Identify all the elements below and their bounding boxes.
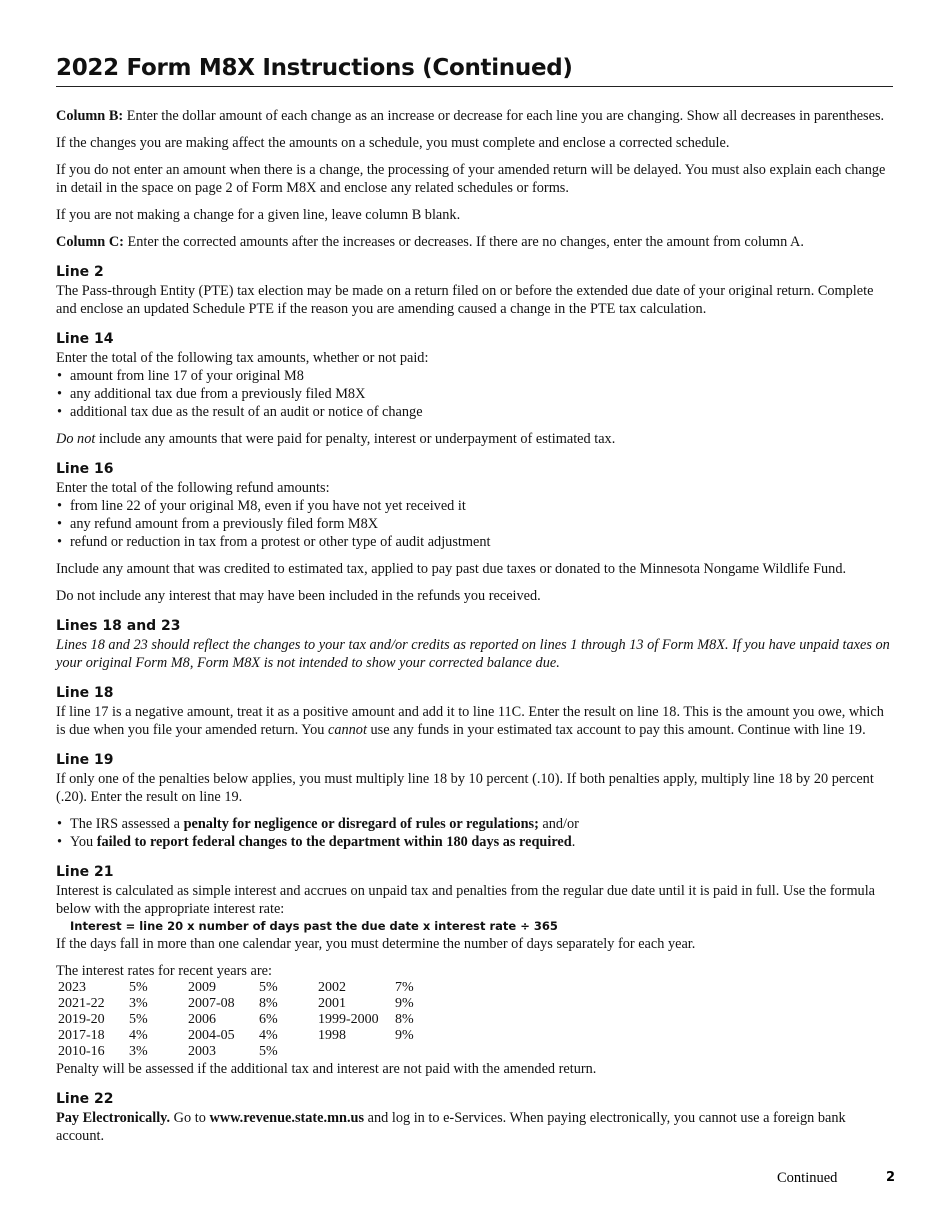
interest-rates-table [58,980,414,1060]
table-cell: 8% [395,1012,414,1027]
line-14-heading: Line 14 [56,331,114,347]
line-2-heading: Line 2 [56,264,104,280]
line-16-heading: Line 16 [56,461,114,477]
table-cell: 9% [395,1028,414,1043]
column-c-paragraph [56,233,893,251]
table-cell: 8% [259,996,278,1011]
line-22-text-part2: and log in to e-Services. When paying electronically, you cannot use a foreign bank account. [56,1110,846,1144]
column-c-label: Column C: [56,234,124,250]
table-cell: 6% [259,1012,278,1027]
penalty-note: Penalty will be assessed if the additional tax and interest are not paid with the amended return. [56,1061,597,1077]
table-cell: 1999-2000 [318,1012,379,1027]
table-cell: 5% [129,980,148,995]
lines-18-23-italic-text: Lines 18 and 23 should reflect the changes to your tax and/or credits as reported on lines 1 through 13 of Form M8X. If you have unpaid taxes on your original Form M8, Form M8X is not intended to show your corrected balance due. [56,637,890,671]
list-item: • amount from line 17 of your original M8 [56,367,893,385]
pay-electronically-label: Pay Electronically. [56,1110,171,1126]
column-b-label: Column B: [56,108,124,124]
line-14-note [56,430,893,448]
line-22-text-part1: Go to [170,1110,210,1126]
table-cell: 2021-22 [58,996,105,1011]
column-b-delay-paragraph: If you do not enter an amount when there is a change, the processing of your amended return will be delayed. You must also explain each change in detail in the space on page 2 of Form M8X and enclose any related schedules or forms. [56,162,886,196]
line-19-bullet-1-post: and/or [538,816,579,832]
table-cell: 2004-05 [188,1028,235,1043]
list-item [56,833,893,851]
table-cell: 1998 [318,1028,346,1043]
table-cell: 5% [259,980,278,995]
column-b-paragraph [56,107,893,125]
column-b-schedule-paragraph: If the changes you are making affect the amounts on a schedule, you must complete and enclose a corrected schedule. [56,135,730,151]
column-c-text: Enter the corrected amounts after the increases or decreases. If there are no changes, enter the amount from column A. [123,234,804,250]
table-row [58,1012,414,1028]
list-item: • any refund amount from a previously filed form M8X [56,515,893,533]
table-cell: 7% [395,980,414,995]
revenue-website-link[interactable]: www.revenue.state.mn.us [209,1110,365,1126]
table-cell: 2009 [188,980,216,995]
line-19-heading: Line 19 [56,752,114,768]
table-cell: 2006 [188,1012,216,1027]
continued-label: Continued [777,1170,838,1186]
line-22-heading: Line 22 [56,1091,114,1107]
column-b-text: Enter the dollar amount of each change as an increase or decrease for each line you are changing. Show all decreases in parentheses. [123,108,885,124]
line-19-bullet-1-bold: penalty for negligence or disregard of rules or regulations; [183,816,539,832]
interest-formula: Interest = line 20 x number of days past the due date x interest rate ÷ 365 [70,919,558,933]
table-cell: 2001 [318,996,346,1011]
line-2-text: The Pass-through Entity (PTE) tax election may be made on a return filed on or before the extended due date of your original return. Complete and enclose an updated Schedule PTE if the reason you are amending caused a change in the PTE tax calculation. [56,283,874,317]
line-19-bullet-2-bold: failed to report federal changes to the department within 180 days as required [96,834,572,850]
list-item: • any additional tax due from a previously filed M8X [56,385,893,403]
table-row [58,980,414,996]
line-14-intro: Enter the total of the following tax amounts, whether or not paid: [56,350,429,366]
list-item [56,815,893,833]
table-cell: 2003 [188,1044,216,1059]
table-cell: 3% [129,1044,148,1059]
line-19-text: If only one of the penalties below applies, you must multiply line 18 by 10 percent (.10). If both penalties apply, multiply line 18 by 20 percent (.20). Enter the result on line 19. [56,771,874,805]
table-cell: 4% [129,1028,148,1043]
table-cell [395,1044,414,1060]
line-16-include-paragraph: Include any amount that was credited to estimated tax, applied to pay past due taxes or donated to the Minnesota Nongame Wildlife Fund. [56,561,847,577]
line-18-text-part2: use any funds in your estimated tax account to pay this amount. Continue with line 19. [366,722,866,738]
list-item: • additional tax due as the result of an audit or notice of change [56,403,893,421]
rates-intro: The interest rates for recent years are: [56,963,272,979]
table-cell: 3% [129,996,148,1011]
line-18-heading: Line 18 [56,685,114,701]
table-row [58,1044,414,1060]
list-item: • from line 22 of your original M8, even if you have not yet received it [56,497,893,515]
table-cell: 2007-08 [188,996,235,1011]
page-title: 2022 Form M8X Instructions (Continued) [56,52,893,87]
line-19-bullet-1-pre: The IRS assessed a [70,816,184,832]
line-14-note-emphasis: Do not [56,431,96,447]
line-21-text: Interest is calculated as simple interest and accrues on unpaid tax and penalties from the regular due date until it is paid in full. Use the formula below with the appropriate interest rate: [56,883,876,917]
table-cell: 5% [259,1044,278,1059]
line-22-text [56,1109,893,1145]
line-21-heading: Line 21 [56,864,114,880]
document-body [56,107,893,1154]
line-16-intro: Enter the total of the following refund amounts: [56,480,330,496]
list-item: • refund or reduction in tax from a protest or other type of audit adjustment [56,533,893,551]
table-cell [318,1044,395,1060]
line-16-interest-paragraph: Do not include any interest that may have been included in the refunds you received. [56,588,541,604]
table-cell: 9% [395,996,414,1011]
table-cell: 2019-20 [58,1012,105,1027]
lines-18-23-heading: Lines 18 and 23 [56,618,181,634]
line-19-bullet-2-pre: You [70,834,97,850]
line-21-days-paragraph: If the days fall in more than one calendar year, you must determine the number of days separately for each year. [56,936,696,952]
line-18-emphasis: cannot [328,722,367,738]
table-cell: 2002 [318,980,346,995]
line-19-bullet-2-post: . [571,834,576,850]
line-14-list [56,367,893,421]
line-19-list [56,815,893,851]
line-16-list [56,497,893,551]
table-cell: 5% [129,1012,148,1027]
table-cell: 2010-16 [58,1044,105,1059]
line-18-text [56,703,893,739]
column-b-blank-paragraph: If you are not making a change for a given line, leave column B blank. [56,207,461,223]
table-row [58,996,414,1012]
table-row [58,1028,414,1044]
table-cell: 2017-18 [58,1028,105,1043]
line-14-note-text: include any amounts that were paid for penalty, interest or underpayment of estimated tax. [95,431,616,447]
line-18-text-part1: If line 17 is a negative amount, treat it as a positive amount and add it to line 11C. Enter the result on line 18. This is the amount you owe, which is due when you file your amended return. You [56,704,884,738]
page-number: 2 [886,1170,896,1185]
table-cell: 2023 [58,980,86,995]
lines-18-23-text [56,636,893,672]
table-cell: 4% [259,1028,278,1043]
